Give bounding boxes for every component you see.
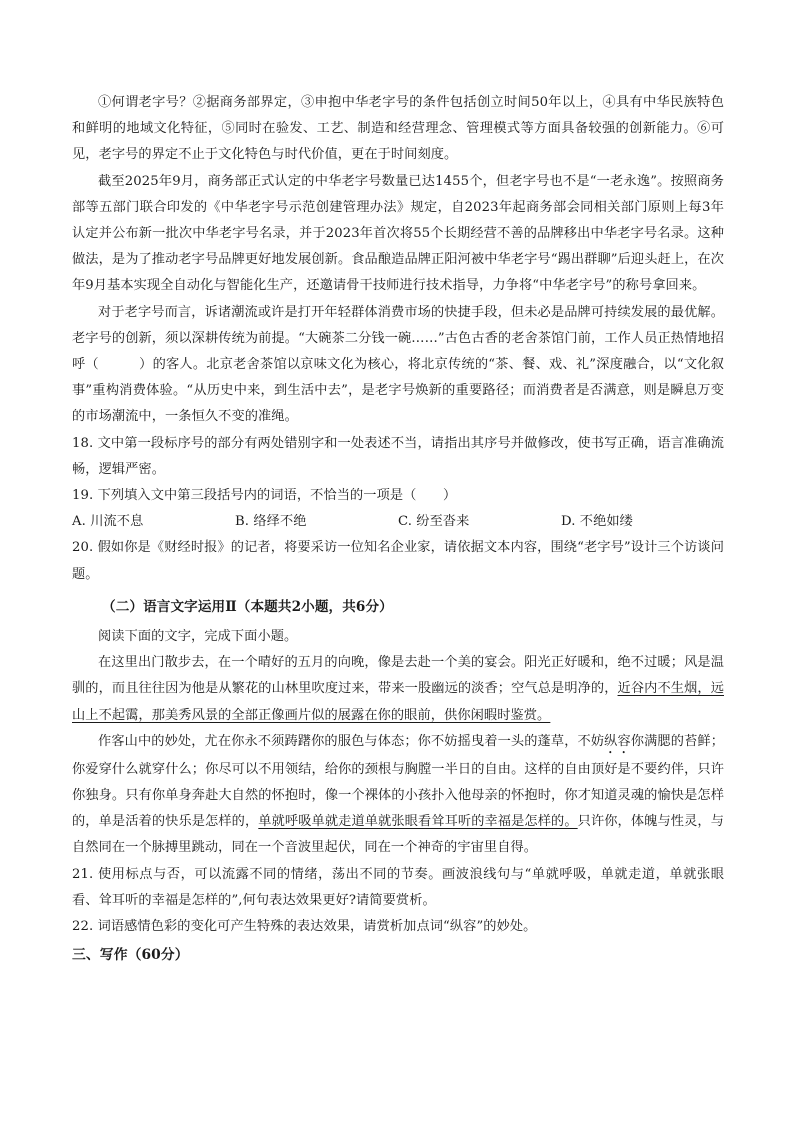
section-2-title: （二）语言文字运用Ⅱ（本题共2小题，共6分） [102,598,393,615]
question-18: 18. 文中第一段标序号的部分有两处错别字和一处表述不当，请指出其序号并做修改，使书写正确，语言准确流畅，逻辑严密。 [72,435,724,477]
question-22: 22. 词语感情色彩的变化可产生特殊的表达效果，请赏析加点词“纵容”的妙处。 [72,919,537,935]
passage2-p2-text-a: 作客山中的妙处，尤在你永不须踌躇你的服色与体态；你不妨摇曳着一头的蓬草，不妨 [98,733,605,749]
option-a: A. 川流不息 [72,514,144,530]
passage2-p1-underlined-sentence: 近谷内不生烟，远山上不起霭，那美秀风景的全部正像画片似的展露在你的眼前，供你闲暇时鉴赏。 [72,681,724,723]
passage1-paragraph-1: ①何谓老字号？②据商务部界定，③申抱中华老字号的条件包括创立时间50年以上，④具有中华民族特色和鲜明的地域文化特征，⑤同时在验发、工艺、制造和经营理念、管理模式等方面具备较强的创新能力。⑥可见，老字号的界定不止于文化特色与时代价值，更在于时间刻度。 [72,95,724,163]
passage2-p2-text-c: 只许你，体魄与性灵，与自然同在一个脉搏里跳动，同在一个音波里起伏，同在一个神奇的宇宙里自得。 [72,814,724,856]
option-d: D. 不绝如缕 [561,514,633,530]
passage1-paragraph-2: 截至2025年9月，商务部正式认定的中华老字号数量已达1455个，但老字号也不是“一老永逸”。按照商务部等五部门联合印发的《中华老字号示范创建管理办法》规定，自2023年起商务部会同相关部门原则上每3年认定并公布新一批次中华老字号名录，并于2023年首次将55个长期经营不善的品牌移出中华老字号名录。这种做法，是为了推动老字号品牌更好地发展创新。食品酿造品牌正阳河被中华老字号“踢出群聊”后迎头赶上，在次年9月基本实现全自动化与智能化生产，还邀请骨干技师进行技术指导，力争将“中华老字号”的称号拿回来。 [72,173,724,294]
question-19-stem: 19. 下列填入文中第三段括号内的词语，不恰当的一项是（ ） [72,488,457,504]
part-3-title: 三、写作（60分） [72,947,189,964]
option-c: C. 纷至沓来 [398,514,470,530]
passage2-paragraph-2 [72,729,724,862]
passage1-paragraph-3: 对于老字号而言，诉诸潮流或许是打开年轻群体消费市场的快捷手段，但未必是品牌可持续发展的最优解。老字号的创新，须以深耕传统为前提。“大碗茶二分钱一碗……”古色古香的老舍茶馆门前，工作人员正热情地招呼（ ）的客人。北京老舍茶馆以京味文化为核心，将北京传统的“茶、餐、戏、礼”深度融合，以“文化叙事”重构消费体验。“从历史中来，到生活中去”，是老字号焕新的重要路径；而消费者是否满意，则是瞬息万变的市场潮流中，一条恒久不变的准绳。 [72,304,724,425]
question-21: 21. 使用标点与否，可以流露不同的情绪，荡出不同的节奏。画波浪线句与“单就呼吸，单就走道，单就张眼看、耸耳听的幸福是怎样的”,何句表达效果更好?请简要赏析。 [72,866,724,908]
passage2-p2-text-b: 你满腮的苔鲜；你爱穿什么就穿什么；你尽可以不用领结，给你的颈根与胸膛一半日的自由。这样的自由顶好是不要约伴，只许你独身。只有你单身奔赴大自然的怀抱时，像一个裸体的小孩扑入他母亲的怀抱时，你才知道灵魂的愉快是怎样的，单是活着的快乐是怎样的， [72,733,725,830]
passage2-paragraph-1 [72,650,724,729]
question-19-options [72,509,724,535]
question-20: 20. 假如你是《财经时报》的记者，将要采访一位知名企业家，请依据文本内容，围绕“老字号”设计三个访谈问题。 [72,540,724,582]
dotted-word-zongrong: 纵容 [604,733,631,749]
passage2-p2-underlined-sentence: 单就呼吸单就走道单就张眼看耸耳听的幸福是怎样的。 [258,814,578,830]
passage2-p1-text: 在这里出门散步去，在一个晴好的五月的向晚，像是去赴一个美的宴会。阳光正好暖和，绝不过暖；风是温驯的，而且往往因为他是从繁花的山林里吹度过来，带来一股幽远的淡香；空气总是明净的， [72,655,724,697]
section-2-intro: 阅读下面的文字，完成下面小题。 [98,629,298,645]
option-b: B. 络绎不绝 [235,514,307,530]
document-page [72,90,724,969]
